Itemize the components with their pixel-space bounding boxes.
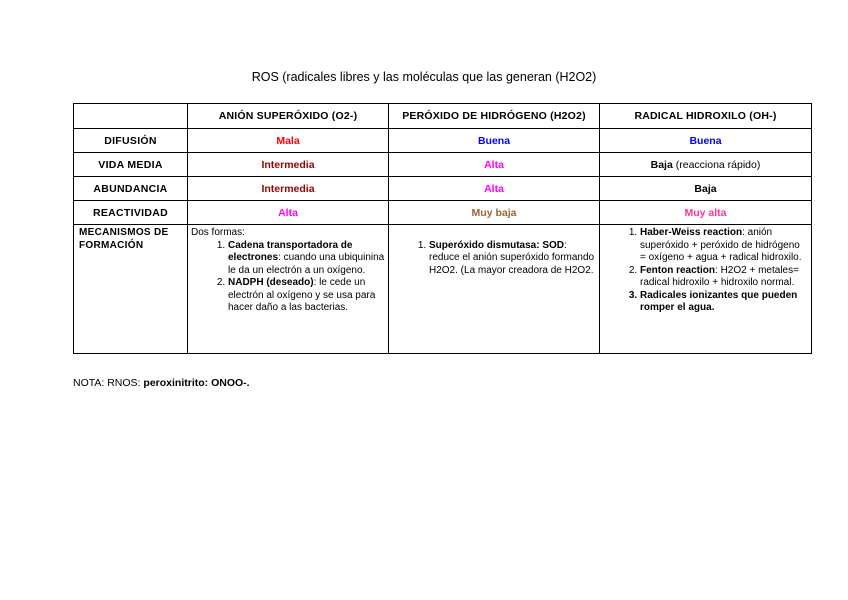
cell-value bbox=[600, 129, 812, 153]
value-text: Alta bbox=[484, 182, 504, 195]
value-text: Intermedia bbox=[261, 182, 315, 195]
footnote bbox=[73, 377, 250, 389]
cell-value bbox=[389, 177, 600, 201]
cell-value bbox=[600, 201, 812, 225]
cell-value bbox=[188, 129, 389, 153]
mech-list bbox=[191, 240, 385, 315]
value-text: Alta bbox=[484, 158, 504, 171]
mech-peroxido-cell bbox=[389, 225, 600, 354]
item-text: : le cede un electrón al oxígeno y se usa para hacer daño a las bacterias. bbox=[228, 277, 376, 313]
cell-value bbox=[389, 201, 600, 225]
value-text: Baja bbox=[694, 182, 717, 195]
list-item bbox=[228, 240, 385, 278]
spacer bbox=[392, 227, 596, 240]
value-suffix: (reacciona rápido) bbox=[672, 158, 761, 171]
mech-hidroxilo-cell bbox=[600, 225, 812, 354]
document-title: ROS (radicales libres y las moléculas que las generan (H2O2) bbox=[251, 70, 597, 84]
ros-comparison-table bbox=[73, 103, 812, 354]
cell-value bbox=[389, 153, 600, 177]
item-bold: Haber-Weiss reaction bbox=[640, 227, 743, 238]
row-label: ABUNDANCIA bbox=[74, 177, 188, 201]
list-item bbox=[640, 265, 808, 290]
cell-value bbox=[600, 177, 812, 201]
item-text: : H2O2 + metales= radical hidroxilo + hidroxilo normal. bbox=[640, 264, 799, 288]
value-text: Buena bbox=[477, 134, 511, 147]
mech-list bbox=[392, 240, 596, 278]
row-mecanismos bbox=[74, 225, 812, 354]
cell-value bbox=[188, 177, 389, 201]
item-bold: Cadena transportadora de electrones bbox=[228, 239, 353, 263]
item-text: : anión superóxido + peróxido de hidrógeno = oxígeno + agua + radical hidroxilo. bbox=[640, 227, 802, 263]
list-item bbox=[429, 240, 596, 278]
list-item bbox=[228, 277, 385, 315]
cell-value bbox=[600, 153, 812, 177]
row-label: REACTIVIDAD bbox=[74, 201, 188, 225]
list-item bbox=[640, 290, 808, 315]
value-text: Alta bbox=[278, 206, 298, 219]
item-bold: Superóxido dismutasa: SOD bbox=[429, 239, 565, 251]
note-prefix: NOTA: RNOS: bbox=[73, 377, 144, 389]
item-bold: Radicales ionizantes que pueden romper el agua. bbox=[640, 289, 798, 313]
row-label: VIDA MEDIA bbox=[74, 153, 188, 177]
cell-value bbox=[188, 201, 389, 225]
mech-anion-cell bbox=[188, 225, 389, 354]
list-item bbox=[640, 227, 808, 265]
row-reactividad bbox=[74, 201, 812, 225]
header-anion-superoxido: ANIÓN SUPERÓXIDO (O2-) bbox=[188, 104, 389, 129]
row-label: MECANISMOS DE FORMACIÓN bbox=[74, 225, 188, 354]
row-abundancia bbox=[74, 177, 812, 201]
row-vida-media bbox=[74, 153, 812, 177]
value-text: Buena bbox=[689, 134, 722, 147]
row-difusion bbox=[74, 129, 812, 153]
value-text: Baja bbox=[650, 158, 673, 171]
item-text: : cuando una ubiquinina le da un electrón a un oxígeno. bbox=[228, 252, 385, 276]
item-bold: NADPH (deseado) bbox=[228, 277, 314, 288]
value-text: Muy alta bbox=[684, 206, 727, 219]
header-cell-empty bbox=[74, 104, 188, 129]
mech-list bbox=[603, 227, 808, 315]
cell-value bbox=[188, 153, 389, 177]
note-bold: peroxinitrito: ONOO-. bbox=[143, 377, 250, 389]
header-row bbox=[74, 104, 812, 129]
item-bold: Fenton reaction bbox=[640, 264, 716, 276]
row-label: DIFUSIÓN bbox=[74, 129, 188, 153]
value-text: Intermedia bbox=[261, 158, 315, 171]
value-text: Muy baja bbox=[471, 206, 517, 219]
header-radical-hidroxilo: RADICAL HIDROXILO (OH-) bbox=[600, 104, 812, 129]
header-peroxido-hidrogeno: PERÓXIDO DE HIDRÓGENO (H2O2) bbox=[389, 104, 600, 129]
item-text: : reduce el anión superóxido formando H2O2. (La mayor creadora de H2O2. bbox=[429, 239, 595, 276]
value-text: Mala bbox=[276, 134, 300, 147]
cell-value bbox=[389, 129, 600, 153]
mech-intro: Dos formas: bbox=[191, 227, 245, 238]
